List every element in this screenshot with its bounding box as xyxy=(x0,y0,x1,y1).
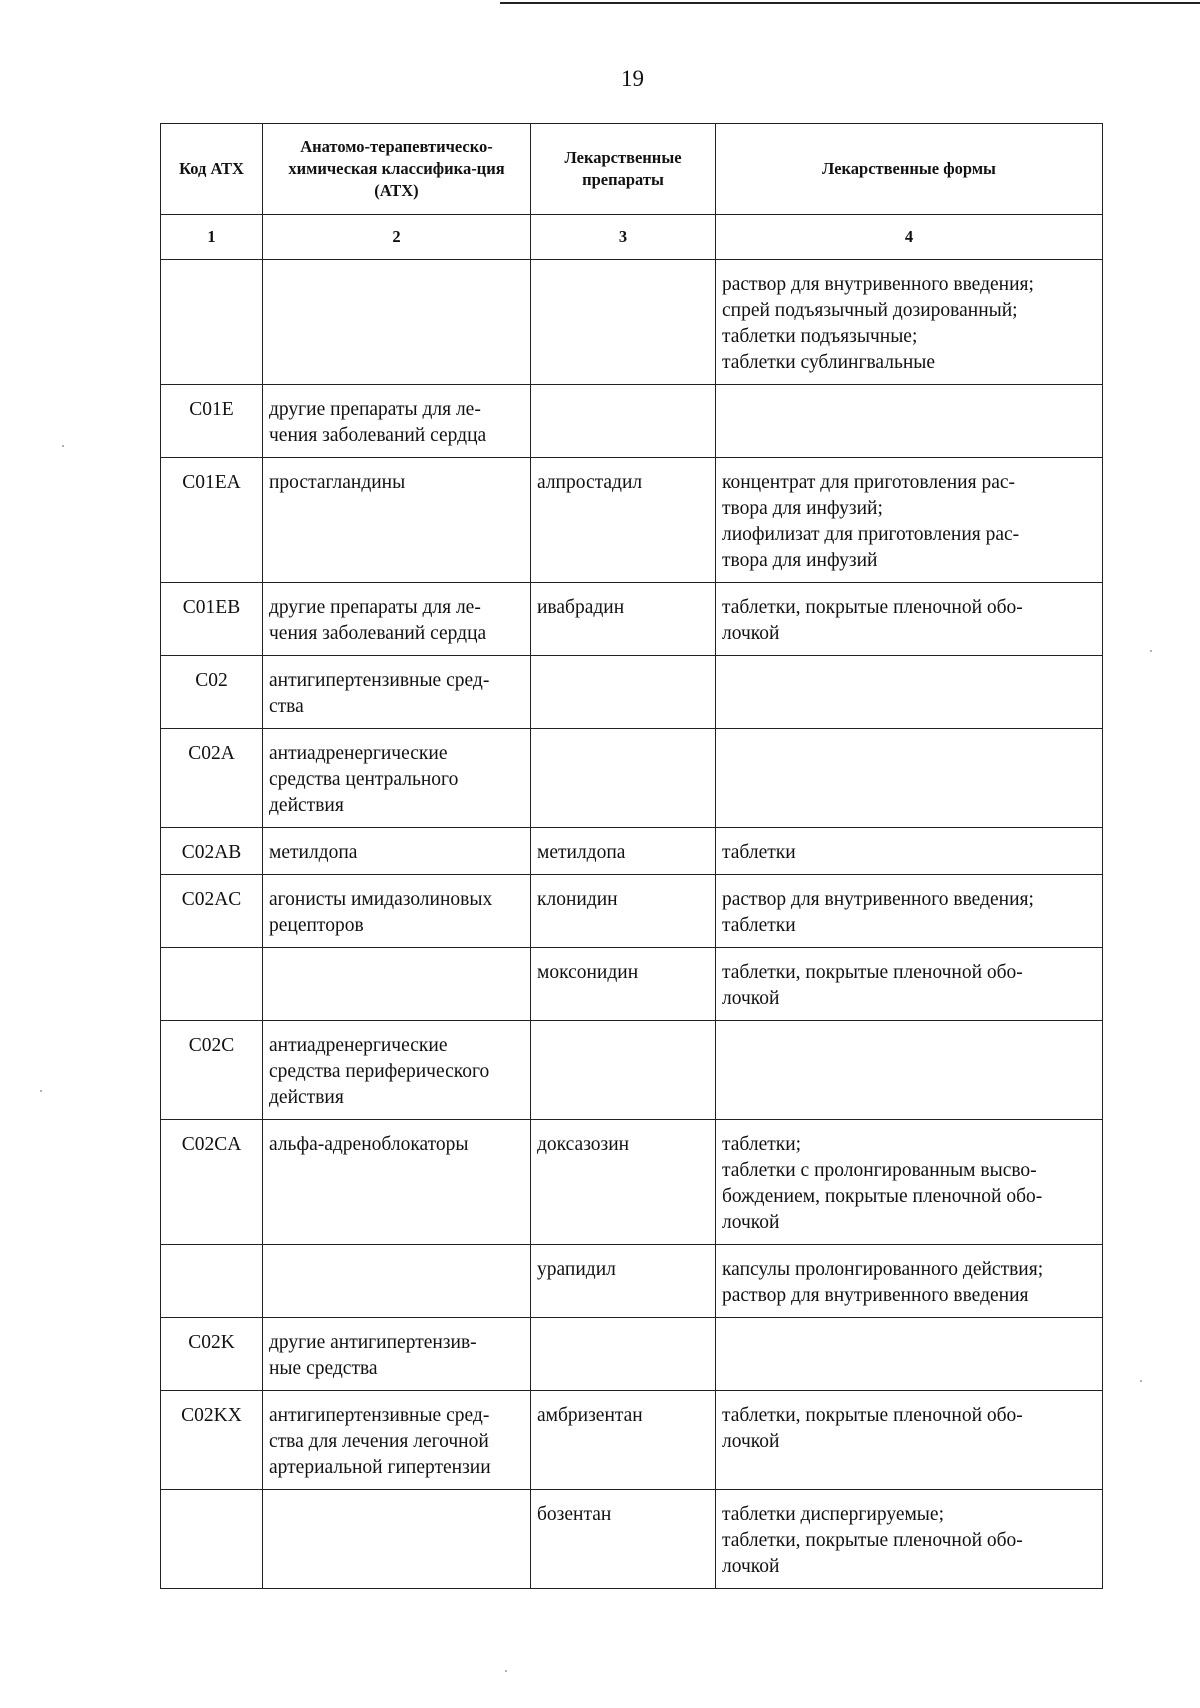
scan-speck xyxy=(505,1670,507,1672)
top-border-line xyxy=(500,2,1200,4)
drug-cell: бозентан xyxy=(531,1490,716,1589)
drug-cell: амбризентан xyxy=(531,1391,716,1490)
forms-cell: раствор для внутривенного введения; спрей подъязычный дозированный; таблетки подъязычные; таблетки сублингвальные xyxy=(716,260,1103,385)
classification-cell: другие препараты для ле- чения заболеваний сердца xyxy=(263,583,531,656)
header-code: Код АТХ xyxy=(161,124,263,215)
classification-cell: антиадренергические средства периферического действия xyxy=(263,1021,531,1120)
classification-cell: метилдопа xyxy=(263,828,531,875)
atx-code-cell: C02CA xyxy=(161,1120,263,1245)
forms-cell: раствор для внутривенного введения; таблетки xyxy=(716,875,1103,948)
page-number: 19 xyxy=(621,66,644,91)
column-number: 2 xyxy=(263,215,531,260)
atx-code-cell: C01EA xyxy=(161,458,263,583)
table-row xyxy=(161,1120,1103,1245)
drug-cell xyxy=(531,1021,716,1120)
forms-cell: таблетки; таблетки с пролонгированным высво- бождением, покрытые пленочной обо- лочкой xyxy=(716,1120,1103,1245)
drug-cell: моксонидин xyxy=(531,948,716,1021)
classification-cell xyxy=(263,1245,531,1318)
table-row xyxy=(161,458,1103,583)
table-row xyxy=(161,1318,1103,1391)
atx-code-cell xyxy=(161,1490,263,1589)
classification-cell: простагландины xyxy=(263,458,531,583)
header-classification: Анатомо-терапевтическо-химическая классифика-ция (АТХ) xyxy=(263,124,531,215)
drug-cell xyxy=(531,385,716,458)
header-forms: Лекарственные формы xyxy=(716,124,1103,215)
forms-cell: концентрат для приготовления рас- твора для инфузий; лиофилизат для приготовления рас- твора для инфузий xyxy=(716,458,1103,583)
drug-cell xyxy=(531,260,716,385)
scan-speck xyxy=(40,1090,42,1092)
table-row xyxy=(161,1245,1103,1318)
atx-code-cell: C02K xyxy=(161,1318,263,1391)
atx-code-cell: C02KX xyxy=(161,1391,263,1490)
classification-cell xyxy=(263,948,531,1021)
table-row xyxy=(161,260,1103,385)
table-row xyxy=(161,1391,1103,1490)
classification-cell: альфа-адреноблокаторы xyxy=(263,1120,531,1245)
forms-cell xyxy=(716,1318,1103,1391)
atx-code-cell xyxy=(161,948,263,1021)
classification-cell: агонисты имидазолиновых рецепторов xyxy=(263,875,531,948)
forms-cell: таблетки xyxy=(716,828,1103,875)
classification-cell: антигипертензивные сред- ства xyxy=(263,656,531,729)
column-number: 1 xyxy=(161,215,263,260)
table-row xyxy=(161,1021,1103,1120)
table-row xyxy=(161,385,1103,458)
forms-cell xyxy=(716,385,1103,458)
atx-code-cell: C02 xyxy=(161,656,263,729)
column-number-row xyxy=(161,215,1103,260)
column-number: 4 xyxy=(716,215,1103,260)
classification-cell: другие антигипертензив- ные средства xyxy=(263,1318,531,1391)
forms-cell xyxy=(716,1021,1103,1120)
table-row xyxy=(161,948,1103,1021)
atx-code-cell: C02AC xyxy=(161,875,263,948)
atx-code-cell: C02A xyxy=(161,729,263,828)
drug-cell: урапидил xyxy=(531,1245,716,1318)
classification-cell xyxy=(263,1490,531,1589)
column-number: 3 xyxy=(531,215,716,260)
atx-code-cell xyxy=(161,260,263,385)
atx-table xyxy=(160,123,1103,1589)
forms-cell: таблетки, покрытые пленочной обо- лочкой xyxy=(716,1391,1103,1490)
scan-speck xyxy=(62,445,64,447)
drug-cell xyxy=(531,1318,716,1391)
table-row xyxy=(161,729,1103,828)
forms-cell xyxy=(716,729,1103,828)
forms-cell: таблетки, покрытые пленочной обо- лочкой xyxy=(716,948,1103,1021)
table-row xyxy=(161,656,1103,729)
atx-code-cell: C01E xyxy=(161,385,263,458)
drug-cell: доксазозин xyxy=(531,1120,716,1245)
atx-code-cell: C02C xyxy=(161,1021,263,1120)
header-row xyxy=(161,124,1103,215)
scan-speck xyxy=(1150,650,1152,652)
drug-cell xyxy=(531,729,716,828)
forms-cell: таблетки диспергируемые; таблетки, покрытые пленочной обо- лочкой xyxy=(716,1490,1103,1589)
table-row xyxy=(161,1490,1103,1589)
table-row xyxy=(161,828,1103,875)
header-drugs: Лекарственные препараты xyxy=(531,124,716,215)
classification-cell: антиадренергические средства центрального действия xyxy=(263,729,531,828)
drug-cell: ивабрадин xyxy=(531,583,716,656)
drug-cell xyxy=(531,656,716,729)
scan-speck xyxy=(1140,1380,1142,1382)
atx-code-cell: C02AB xyxy=(161,828,263,875)
classification-cell: другие препараты для ле- чения заболеваний сердца xyxy=(263,385,531,458)
table-row xyxy=(161,875,1103,948)
forms-cell xyxy=(716,656,1103,729)
drug-cell: метилдопа xyxy=(531,828,716,875)
classification-cell xyxy=(263,260,531,385)
forms-cell: таблетки, покрытые пленочной обо- лочкой xyxy=(716,583,1103,656)
drug-cell: клонидин xyxy=(531,875,716,948)
classification-cell: антигипертензивные сред- ства для лечения легочной артериальной гипертензии xyxy=(263,1391,531,1490)
atx-code-cell xyxy=(161,1245,263,1318)
forms-cell: капсулы пролонгированного действия; раствор для внутривенного введения xyxy=(716,1245,1103,1318)
table-row xyxy=(161,583,1103,656)
atx-code-cell: C01EB xyxy=(161,583,263,656)
drug-cell: алпростадил xyxy=(531,458,716,583)
